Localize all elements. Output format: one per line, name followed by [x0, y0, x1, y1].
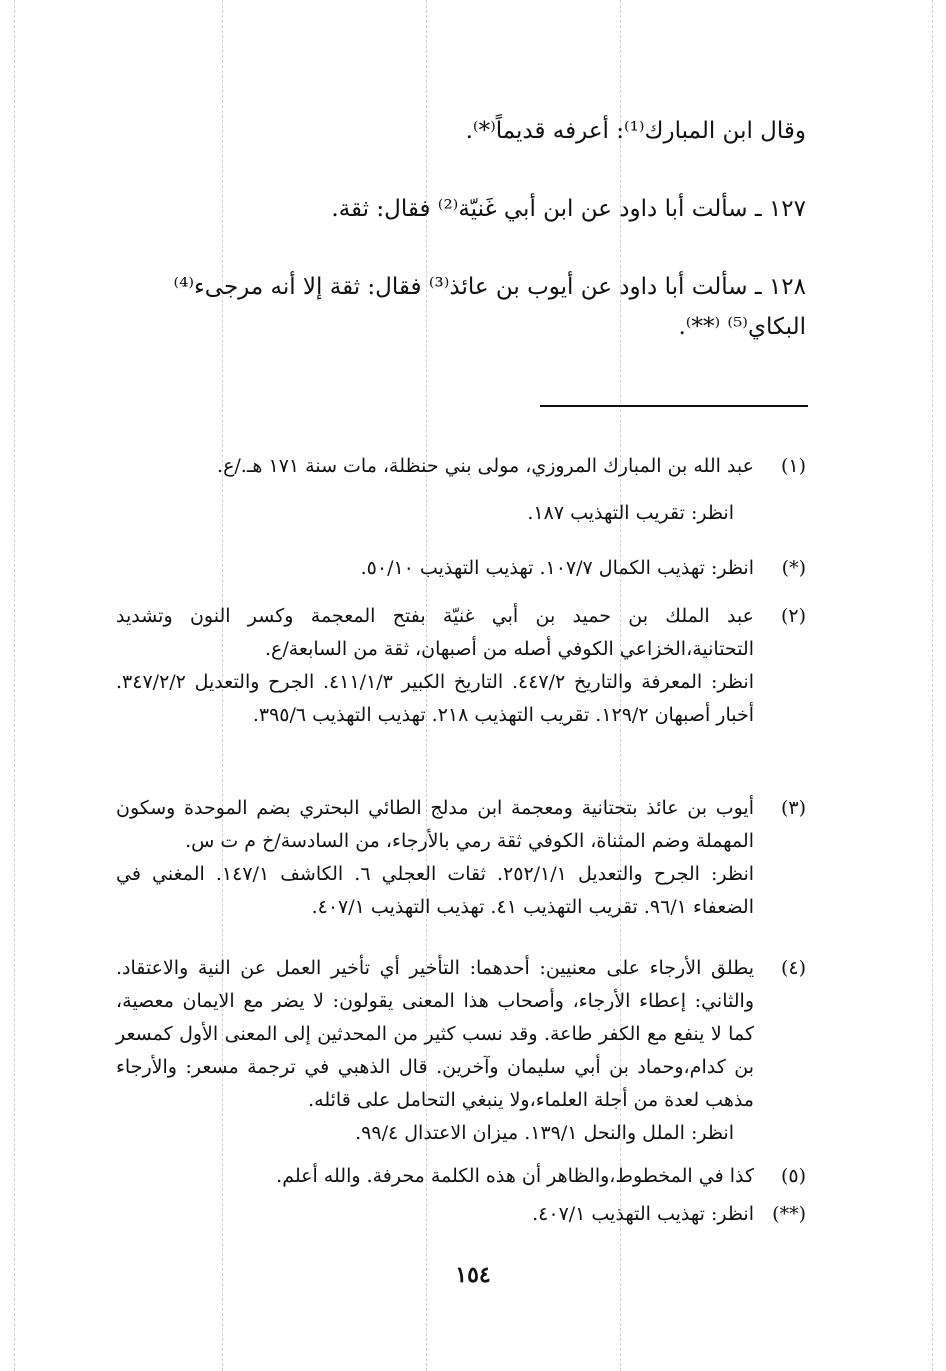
- entry-128-line-2: البكاي⁽⁵⁾ ⁽**⁾.: [678, 314, 806, 340]
- body-line-ibn-mubarak: وقال ابن المبارك⁽¹⁾: أعرفه قديماً⁽*⁾.: [465, 118, 806, 144]
- entry-128-line-1: ١٢٨ ـ سألت أبا داود عن أيوب بن عائذ⁽³⁾ فقال: ثقة إلا أنه مرجىء⁽⁴⁾: [173, 274, 806, 300]
- footnote-number: (٥): [780, 1165, 806, 1187]
- footnote-text: يطلق الأرجاء على معنيين: أحدهما: التأخير أي تأخير العمل عن النية والاعتقاد. والثاني: إعطاء الأرجاء، وأصحاب هذا المعنى يقولون: لا يضر مع الايمان معصية، كما لا ينفع مع الكفر طاعة. وقد نسب كثير من المحدثين إلى المعنى الأول كمسعر بن كدام،وحماد بن أبي سليمان وآخرين. قال الذهبي في ترجمة مسعر: والأرجاء مذهب لعدة من أجلة العلماء،ولا ينبغي التحامل على قائله.: [116, 957, 754, 1111]
- footnote-source: انظر: تقريب التهذيب ١٨٧.: [527, 502, 734, 524]
- footnote-number: (٣): [780, 797, 806, 819]
- page-number: ١٥٤: [455, 1262, 491, 1288]
- footnote-source: انظر: الجرح والتعديل ٢٥٢/١/١. ثقات العجلي ٦. الكاشف ١٤٧/١. المغني في الضعفاء ٩٦/١. تقريب التهذيب ٤١. تهذيب التهذيب ٤٠٧/١.: [116, 863, 755, 918]
- footnote-number: (١): [780, 455, 806, 477]
- footnote-text: انظر: تهذيب التهذيب ٤٠٧/١.: [532, 1203, 754, 1225]
- footnote-text: عبد الله بن المبارك المروزي، مولى بني حنظلة، مات سنة ١٧١ هـ./ع.: [217, 455, 754, 477]
- footnote-double-star: [116, 1198, 806, 1231]
- footnote-5: [116, 1160, 806, 1193]
- entry-127: ١٢٧ ـ سألت أبا داود عن ابن أبي غَنيّة⁽²⁾ فقال: ثقة.: [331, 196, 806, 222]
- footnote-text: عبد الملك بن حميد بن أبي غنيّة بفتح المعجمة وكسر النون وتشديد التحتانية،الخزاعي الكوفي أصله من أصبهان، ثقة من السابعة/ع.: [116, 605, 754, 660]
- footnote-text: انظر: تهذيب الكمال ١٠٧/٧. تهذيب التهذيب ٥٠/١٠.: [360, 557, 754, 579]
- footnote-separator: [540, 405, 808, 407]
- footnote-source: انظر: المعرفة والتاريخ ٤٤٧/٢. التاريخ الكبير ٤١١/١/٣. الجرح والتعديل ٣٤٧/٢/٢. أخبار أصبهان ١٢٩/٢. تقريب التهذيب ٢١٨. تهذيب التهذيب ٣٩٥/٦.: [116, 671, 754, 726]
- footnote-source: انظر: الملل والنحل ١٣٩/١. ميزان الاعتدال ٩٩/٤.: [355, 1122, 734, 1144]
- footnote-text: كذا في المخطوط،والظاهر أن هذه الكلمة محرفة. والله أعلم.: [276, 1165, 754, 1187]
- footnote-star: [116, 552, 806, 585]
- footnote-3: [116, 792, 806, 924]
- footnote-number: (**): [772, 1203, 806, 1225]
- footnote-number: (٢): [780, 605, 806, 627]
- footnote-text: أيوب بن عائذ بتحتانية ومعجمة ابن مدلج الطائي البحتري بضم الموحدة وسكون المهملة وضم المثناة، الكوفي ثقة رمي بالأرجاء، من السادسة/خ م ت س.: [116, 797, 754, 852]
- scan-guide-line: [14, 0, 15, 1371]
- footnote-number: (٤): [780, 957, 806, 979]
- footnote-4: [116, 952, 806, 1150]
- footnote-1: [116, 450, 806, 530]
- scan-guide-line: [932, 0, 933, 1371]
- footnote-number: (*): [781, 557, 806, 579]
- footnote-2: [116, 600, 806, 732]
